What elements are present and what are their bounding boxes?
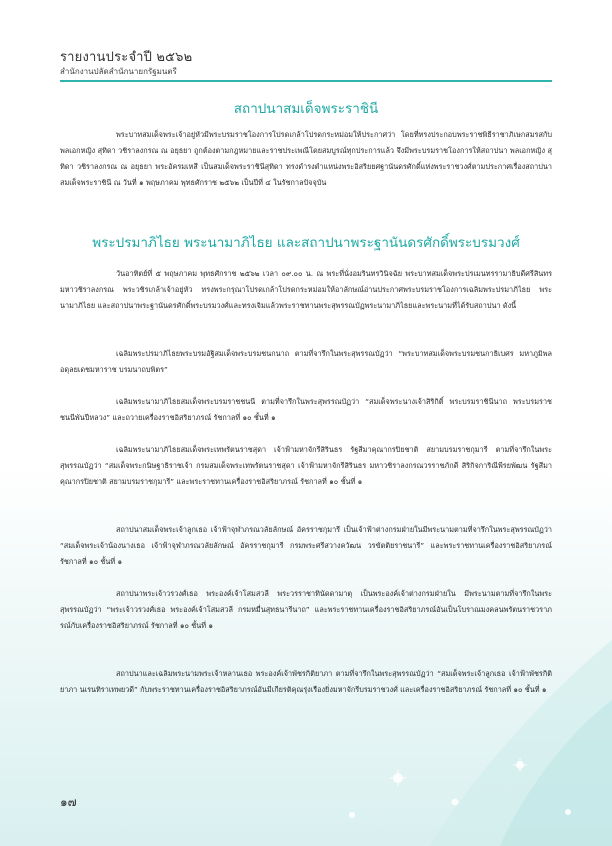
page-number: ๑๗ (60, 795, 77, 809)
paragraph-princess-soamsawali: สถาปนาพระเจ้าวรวงศ์เธอ พระองค์เจ้าโสมสวลี พระวรราชาทินัดดามาตุ เป็นพระองค์เจ้าต่างกรมฝ่ายใน มีพระนามตามที่จารึกในพระสุพรรณบัฏว่า “พระเจ้าวรวงศ์เธอ พระองค์เจ้าโสมสวลี กรมหมื่นสุทธนารีนาถ” และพระราชทานเครื่องราชอิสริยาภรณ์อันเป็นโบราณมงคลนพรัตนราชวราภรณ์กับเครื่องราชอิสริยาภรณ์ รัชกาลที่ ๑๐ ชั้นที่ ๑ (60, 589, 552, 631)
paragraph-king-rama9: เฉลิมพระปรมาภิไธยพระบรมอัฐิสมเด็จพระบรมชนกนาถ ตามที่จารึกในพระสุพรรณบัฏว่า “พระบาทสมเด็จพระบรมชนกาธิเบศร มหาภูมิพลอดุลยเดชมหาราช บรมนาถบพิตร” (60, 349, 552, 375)
paragraph-princess-bajrakitiyabha: สถาปนาและเฉลิมพระนามพระเจ้าหลานเธอ พระองค์เจ้าพัชรกิติยาภา ตามที่จารึกในพระสุพรรณบัฏว่า “สมเด็จพระเจ้าลูกเธอ เจ้าฟ้าพัชรกิติยาภา นเรนทิราเทพยวดี” กับพระราชทานเครื่องราชอิสริยาภรณ์อันมีเกียรติคุณรุ่งเรืองยิ่งมหาจักรีบรมราชวงศ์ และเครื่องราชอิสริยาภรณ์ รัชกาลที่ ๑๐ ชั้นที่ ๑ (60, 669, 552, 695)
section-title-royal-titles: พระปรมาภิไธย พระนามาภิไธย และสถาปนาพระฐานันดรศักดิ์พระบรมวงศ์ (92, 235, 520, 251)
section-title-queen: สถาปนาสมเด็จพระราชินี (233, 101, 379, 117)
report-title: รายงานประจำปี ๒๕๖๒ (60, 50, 193, 65)
paragraph-princess-sirindhorn: เฉลิมพระนามาภิไธยสมเด็จพระเทพรัตนราชสุดา เจ้าฟ้ามหาจักรีสิรินธร รัฐสีมาคุณากรปิยชาติ สยามบรมราชกุมารี ตามที่จารึกในพระสุพรรณบัฏว่า “สมเด็จพระกนิษฐาธิราชเจ้า กรมสมเด็จพระเทพรัตนราชสุดา เจ้าฟ้ามหาจักรีสิรินธร มหาวชิราลงกรณวรราชภักดี สิริกิจการิณีพีรยพัฒน รัฐสีมาคุณากรปิยชาติ สยามบรมราชกุมารี” และพระราชทานเครื่องราชอิสริยาภรณ์ รัชกาลที่ ๑๐ ชั้นที่ ๑ (60, 445, 552, 487)
paragraph-queen-mother: เฉลิมพระนามาภิไธยสมเด็จพระบรมราชชนนี ตามที่จารึกในพระสุพรรณบัฏว่า “สมเด็จพระนางเจ้าสิริกิติ์ พระบรมราชินีนาถ พระบรมราชชนนีพันปีหลวง” และถวายเครื่องราชอิสริยาภรณ์ รัชกาลที่ ๑๐ ชั้นที่ ๑ (60, 397, 552, 423)
section1-paragraph: พระบาทสมเด็จพระเจ้าอยู่หัวมีพระบรมราชโองการโปรดเกล้าโปรดกระหม่อมให้ประกาศว่า โดยที่ทรงประกอบพระราชพิธีราชาภิเษกสมรสกับ พลเอกหญิง สุทิดา วชิราลงกรณ ณ อยุธยา ถูกต้องตามกฎหมายและราชประเพณีโดยสมบูรณ์ทุกประการแล้ว จึงมีพระบรมราชโองการให้สถาปนา พลเอกหญิง สุทิดา วชิราลงกรณ ณ อยุธยา พระอัครมเหสี เป็นสมเด็จพระราชินีสุทิดา ทรงดำรงตำแหน่งพระอิสริยยศฐานันดรศักดิ์แห่งพระราชวงศ์ตามประกาศเรื่องสถาปนาสมเด็จพระราชินี ณ วันที่ ๑ พฤษภาคม พุทธศักราช ๒๕๖๒ เป็นปีที่ ๔ ในรัชกาลปัจจุบัน (60, 130, 552, 188)
paragraph-princess-chulabhorn: สถาปนาสมเด็จพระเจ้าลูกเธอ เจ้าฟ้าจุฬาภรณวลัยลักษณ์ อัครราชกุมารี เป็นเจ้าฟ้าต่างกรมฝ่ายในมีพระนามตามที่จารึกในพระสุพรรณบัฏว่า “สมเด็จพระเจ้าน้องนางเธอ เจ้าฟ้าจุฬาภรณวลัยลักษณ์ อัครราชกุมารี กรมพระศรีสวางควัฒน วรขัตติยราชนารี” และพระราชทานเครื่องราชอิสริยาภรณ์ รัชกาลที่ ๑๐ ชั้นที่ ๑ (60, 525, 552, 567)
page-header (60, 50, 560, 77)
report-subtitle: สำนักงานปลัดสำนักนายกรัฐมนตรี (60, 67, 177, 76)
header-divider (60, 80, 552, 82)
paragraph-ceremony: วันอาทิตย์ที่ ๕ พฤษภาคม พุทธศักราช ๒๕๖๒ เวลา ๐๙.๐๐ น. ณ พระที่นั่งอมรินทรวินิจฉัย พระบาทสมเด็จพระปรเมนทรรามาธิบดีศรีสินทรมหาวชิราลงกรณ พระวชิรเกล้าเจ้าอยู่หัว ทรงพระกรุณาโปรดเกล้าโปรดกระหม่อมให้อาลักษณ์อ่านประกาศพระบรมราชโองการเฉลิมพระปรมาภิไธย พระนามาภิไธย และสถาปนาพระฐานันดรศักดิ์พระบรมวงศ์และทรงเจิมแล้วพระราชทานพระสุพรรณบัฏพระนามาภิไธยและพระนามที่ได้รับสถาปนา ดังนี้ (60, 269, 552, 311)
